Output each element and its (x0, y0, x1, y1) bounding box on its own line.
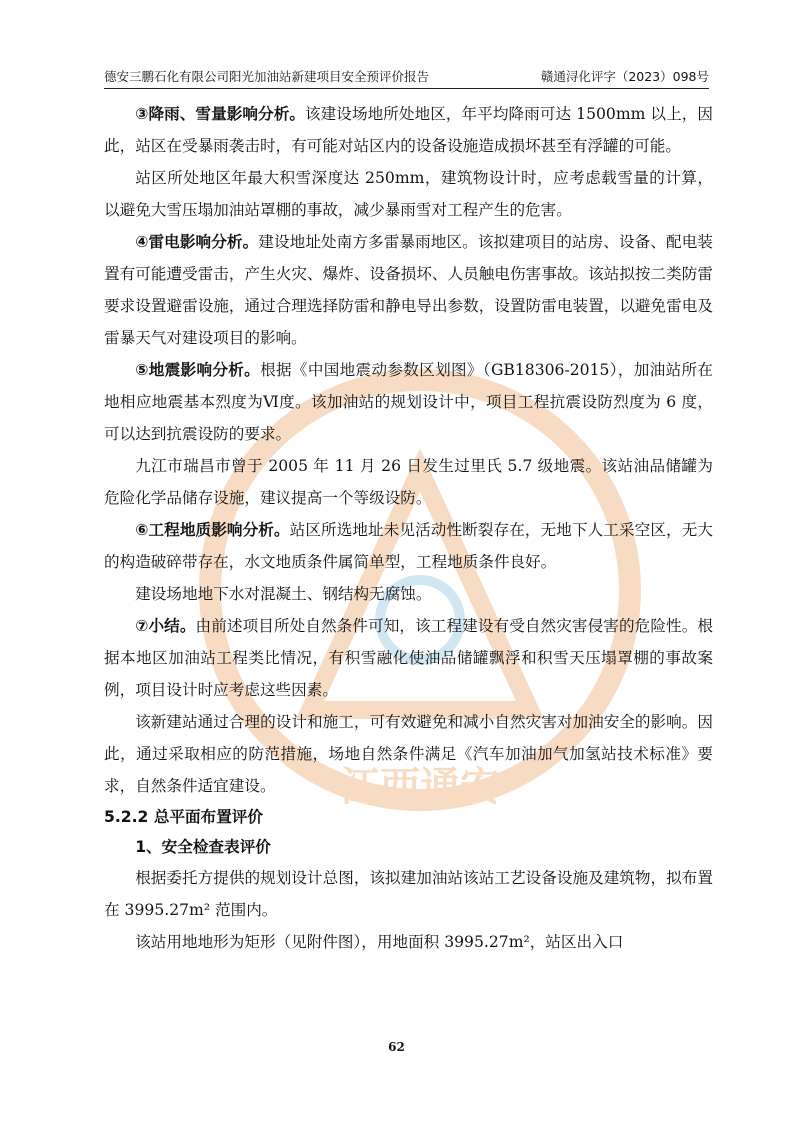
report-title: 德安三鹏石化有限公司阳光加油站新建项目安全预评价报告 (104, 69, 430, 84)
text-geology: 站区所选地址未见活动性断裂存在，无地下人工采空区，无大的构造破碎带存在，水文地质条件属简单型，工程地质条件良好。 (104, 521, 713, 571)
paragraph-rain (104, 98, 713, 162)
paragraph-site: 该站用地地形为矩形（见附件图），用地面积 3995.27m²，站区出入口 (135, 933, 624, 951)
page-number: 62 (388, 1040, 405, 1054)
lead-lightning: ④雷电影响分析。 (135, 233, 259, 251)
document-body (104, 98, 713, 958)
lead-geology: ⑥工程地质影响分析。 (135, 521, 290, 539)
section-heading: 5.2.2 总平面布置评价 (104, 808, 263, 826)
lead-earthquake: ⑤地震影响分析。 (135, 361, 261, 379)
svg-text:江西通安: 江西通安 (340, 764, 500, 810)
page-header (104, 66, 709, 89)
paragraph-snow: 站区所处地区年最大积雪深度达 250mm，建筑物设计时，应考虑载雪量的计算，以避免大雪压塌加油站罩棚的事故，减少暴雨雪对工程产生的危害。 (104, 169, 713, 219)
paragraph-geology (104, 514, 713, 578)
paragraph-conclusion: 该新建站通过合理的设计和施工，可有效避免和减小自然灾害对加油安全的影响。因此，通过采取相应的防范措施，场地自然条件满足《汽车加油加气加氢站技术标准》要求，自然条件适宜建设。 (104, 713, 713, 795)
paragraph-lightning (104, 226, 713, 354)
text-earthquake: 根据《中国地震动参数区划图》（GB18306-2015），加油站所在地相应地震基本烈度为Ⅵ度。该加油站的规划设计中，项目工程抗震设防烈度为 6 度，可以达到抗震设防的要求。 (104, 361, 713, 443)
paragraph-earthquake (104, 354, 713, 450)
lead-summary: ⑦小结。 (135, 617, 196, 635)
paragraph-layout: 根据委托方提供的规划设计总图，该拟建加油站该站工艺设备设施及建筑物，拟布置在 3995.27m² 范围内。 (104, 869, 713, 919)
subsection-heading: 1、安全检查表评价 (135, 838, 271, 856)
paragraph-groundwater: 建设场地地下水对混凝土、钢结构无腐蚀。 (135, 585, 432, 603)
report-number: 赣通浔化评字（2023）098号 (540, 69, 709, 84)
text-rain: 该建设场地所处地区，年平均降雨可达 1500mm 以上，因此，站区在受暴雨袭击时，有可能对站区内的设备设施造成损坏甚至有浮罐的可能。 (104, 105, 713, 155)
paragraph-summary (104, 610, 713, 706)
paragraph-ruichang: 九江市瑞昌市曾于 2005 年 11 月 26 日发生过里氏 5.7 级地震。该站油品储罐为危险化学品储存设施，建议提高一个等级设防。 (104, 457, 713, 507)
text-summary: 由前述项目所处自然条件可知，该工程建设有受自然灾害侵害的危险性。根据本地区加油站工程类比情况，有积雪融化使油品储罐飘浮和积雪天压塌罩棚的事故案例，项目设计时应考虑这些因素。 (104, 617, 713, 699)
lead-rain: ③降雨、雪量影响分析。 (135, 105, 305, 123)
text-lightning: 建设地址处南方多雷暴雨地区。该拟建项目的站房、设备、配电装置有可能遭受雷击，产生火灾、爆炸、设备损坏、人员触电伤害事故。该站拟按二类防雷要求设置避雷设施，通过合理选择防雷和静电导出参数，设置防雷电装置，以避免雷电及雷暴天气对建设项目的影响。 (104, 233, 713, 347)
